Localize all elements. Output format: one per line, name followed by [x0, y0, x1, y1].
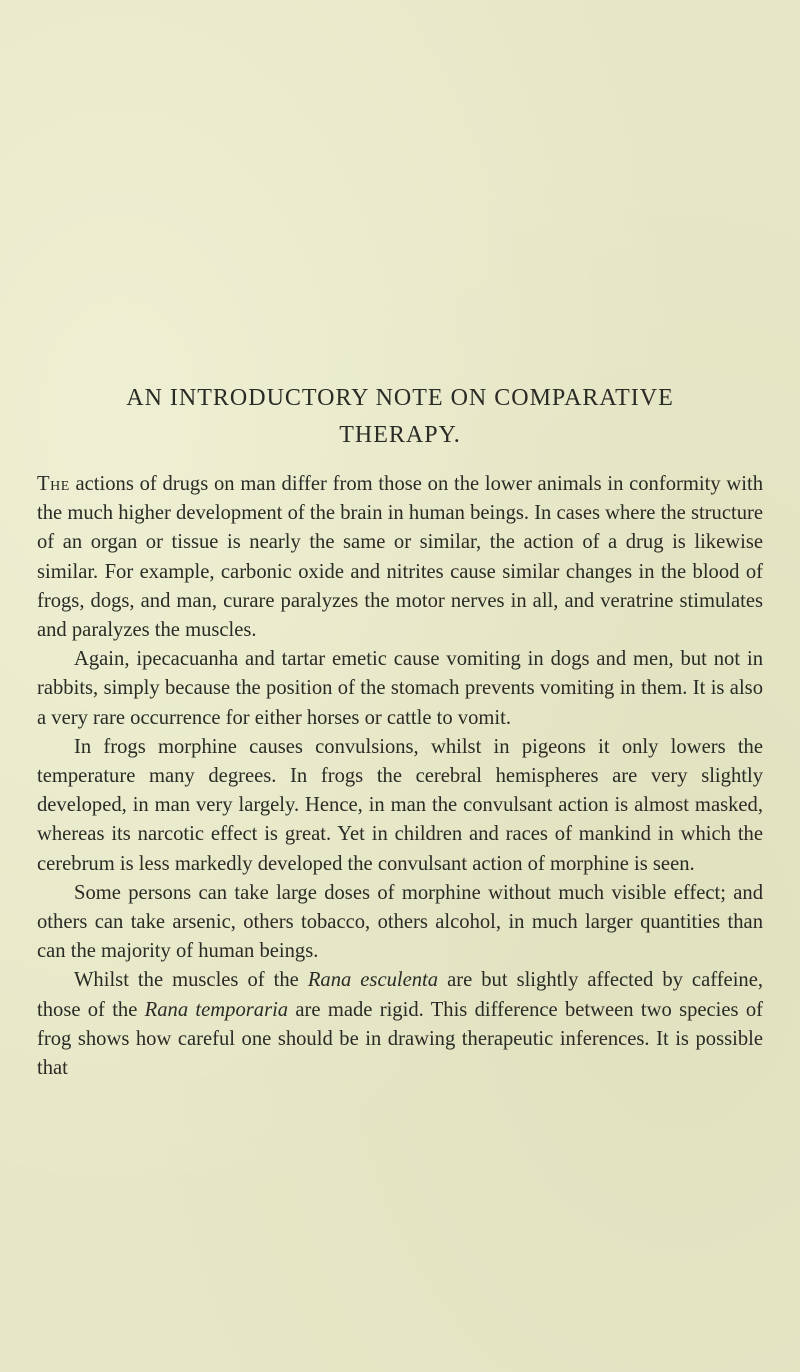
chapter-title-line-2: THERAPY.	[339, 422, 461, 448]
paragraph-2	[37, 645, 763, 733]
paragraph-3-text: In frogs morphine causes convulsions, whilst in pigeons it only lowers the temperature many degrees. In frogs the cerebral hemispheres are very slightly developed, in man very largely. Hence, in man the convulsant action is almost masked, whereas its narcotic effect is great. Yet in children and races of mankind in which the cerebrum is less markedly developed the convulsant action of morphine is seen.	[37, 735, 763, 875]
paragraph-5-text-part-2: are but slightly affected by caffeine, those of the	[37, 969, 763, 1021]
chapter-title-line-1: AN INTRODUCTORY NOTE ON COMPARATIVE	[126, 385, 674, 411]
species-name-rana-temporaria: Rana temporaria	[144, 998, 289, 1021]
paragraph-2-text: Again, ipecacuanha and tartar emetic cause vomiting in dogs and men, but not in rabbits, simply because the position of the stomach prevents vomiting in them. It is also a very rare occurrence for either horses or cattle to vomit.	[37, 648, 763, 729]
paragraph-5-text-part-1: Whilst the muscles of the	[74, 969, 308, 992]
chapter-title	[40, 380, 760, 454]
paragraph-5	[37, 966, 763, 1083]
paragraph-3	[37, 733, 763, 879]
paragraph-1-lead-word: The	[37, 473, 70, 495]
paragraph-5-text-part-3: are made rigid. This difference between two species of frog shows how careful one should be in drawing therapeutic inferences. It is possible that	[37, 998, 763, 1080]
body-text	[37, 470, 763, 1083]
paragraph-1	[37, 470, 763, 645]
paragraph-4	[37, 879, 763, 967]
species-name-rana-esculenta: Rana esculenta	[307, 969, 439, 992]
paragraph-4-text: Some persons can take large doses of morphine without much visible effect; and others can take arsenic, others tobacco, others alcohol, in much larger quantities than can the majority of human beings.	[37, 881, 763, 963]
paragraph-1-text: actions of drugs on man differ from those on the lower animals in conformity with the much higher development of the brain in human beings. In cases where the structure of an organ or tissue is nearly the same or similar, the action of a drug is likewise similar. For example, carbonic oxide and nitrites cause similar changes in the blood of frogs, dogs, and man, curare paralyzes the motor nerves in all, and veratrine stimulates and paralyzes the muscles.	[37, 473, 763, 642]
